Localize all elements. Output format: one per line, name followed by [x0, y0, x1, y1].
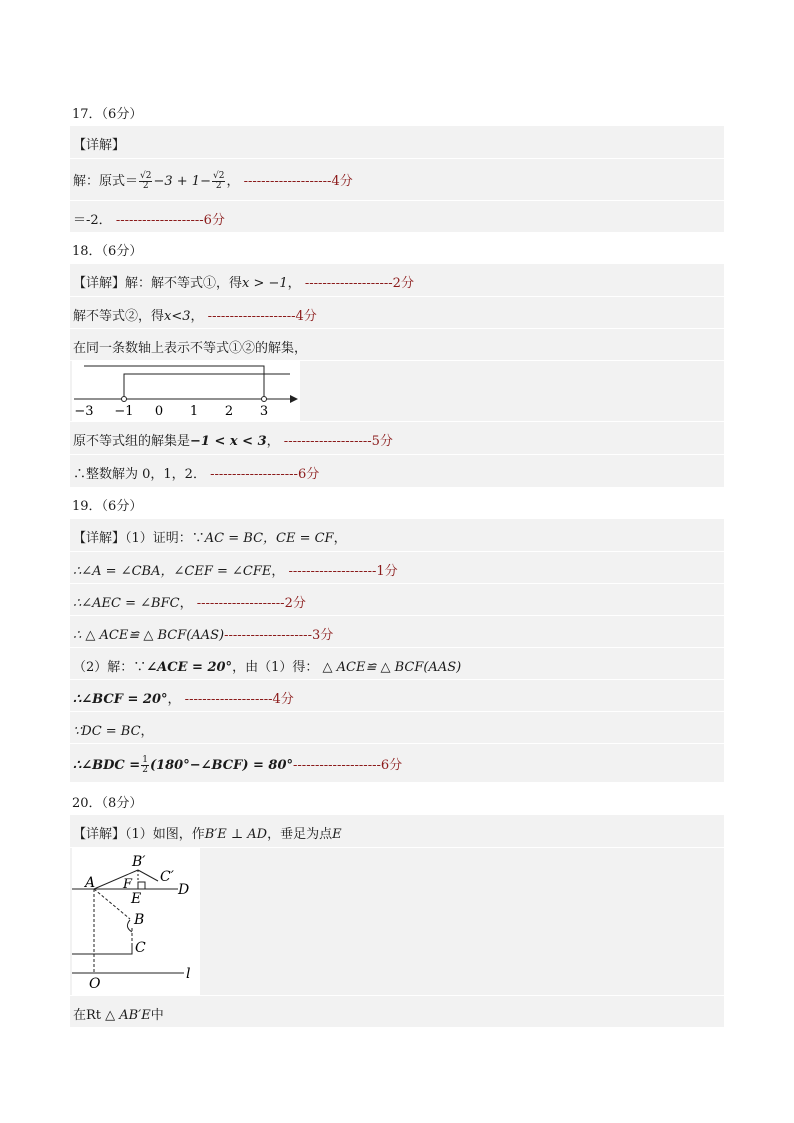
q19-line1: 【详解】（1）证明：∵AC = BC，CE = CF， [73, 531, 347, 546]
q20-line1: 【详解】（1）如图，作B′E ⊥ AD，垂足为点E [73, 827, 342, 842]
fraction: $\frac{√2}{2}$ [140, 171, 152, 191]
q18-line2: 解不等式②，得x<3， --------------------4分 [73, 309, 317, 324]
label-F: F [123, 877, 133, 892]
tick-label: 2 [224, 404, 234, 419]
label-C1: C′ [160, 869, 174, 885]
q18-solution-box [70, 264, 724, 487]
score-mark: --------------------4分 [207, 309, 317, 324]
axis-arrow-icon [290, 395, 298, 403]
score-mark: --------------------1分 [288, 564, 398, 579]
segment-AB [94, 889, 130, 919]
fraction: $\frac{√2}{2}$ [212, 171, 225, 191]
solution-bracket-1 [124, 374, 290, 396]
number-line-figure [72, 361, 300, 421]
label-B: B [134, 912, 145, 928]
score-mark: --------------------6分 [293, 758, 403, 773]
q19-line5: （2）解：∵∠ACE = 20°，由（1）得： △ ACE≌ △ BCF(AAS) [73, 660, 462, 675]
q17-header: 17．（6分） [72, 107, 143, 122]
geometry-figure [72, 848, 200, 995]
tick-label: 3 [259, 404, 269, 419]
q19-header: 19．（6分） [72, 499, 143, 514]
score-mark: --------------------4分 [184, 692, 294, 707]
q19-line3: ∴∠AEC = ∠BFC， --------------------2分 [73, 596, 306, 611]
solution-bracket-2 [84, 366, 264, 396]
fraction: $\frac{1}{2}$ [142, 755, 148, 775]
q20-solution-box [70, 815, 724, 1027]
q19-line8: ∴∠BDC = $\frac{1}{2}$ (180°−∠BCF) = 80°--------------------6分 [73, 755, 403, 775]
q20-last-line: 在Rt △ AB′E中 [73, 1008, 164, 1023]
q19-line6: ∴∠BCF = 20°， --------------------4分 [73, 692, 294, 707]
label-D: D [178, 882, 190, 898]
q19-solution-box [70, 519, 724, 782]
q18-line3: 在同一条数轴上表示不等式①②的解集， [73, 341, 308, 356]
label-A: A [85, 875, 96, 891]
q18-line5: ∴整数解为 0，1，2． --------------------6分 [73, 467, 320, 482]
open-point [122, 397, 127, 402]
q17-line2: ＝-2． --------------------6分 [73, 213, 225, 228]
q19-line2: ∴∠A = ∠CBA，∠CEF = ∠CFE， --------------------1分 [73, 564, 398, 579]
tick-label: 0 [154, 404, 164, 419]
q19-line4: ∴ △ ACE≌ △ BCF(AAS)--------------------3分 [73, 628, 334, 643]
score-mark: --------------------6分 [210, 467, 320, 482]
label-O: O [89, 976, 101, 992]
tick-label: −1 [114, 404, 134, 419]
label-C: C [135, 940, 146, 956]
q20-header: 20．（8分） [72, 796, 143, 811]
wall [72, 943, 132, 954]
label-l: l [186, 966, 191, 982]
q17-detail-label: 【详解】 [73, 138, 126, 153]
score-mark: --------------------4分 [243, 174, 353, 189]
segment-B1C1 [138, 870, 158, 881]
label-B1: B′ [132, 854, 146, 870]
score-mark: --------------------5分 [283, 434, 393, 449]
score-mark: --------------------2分 [304, 276, 414, 291]
q17-line1: 解：原式＝ $\frac{√2}{2}$ −3 + 1− $\frac{√2}{2}$ ， --------------------4分 [73, 171, 353, 191]
q18-header: 18．（6分） [72, 244, 143, 259]
q17-solution-box [70, 126, 724, 232]
label-E: E [131, 891, 142, 907]
arc-mark [127, 920, 132, 932]
right-angle-icon [138, 882, 145, 889]
q19-line7: ∵DC = BC， [73, 724, 154, 739]
tick-label: 1 [189, 404, 199, 419]
score-mark: --------------------6分 [115, 213, 225, 228]
open-point [262, 397, 267, 402]
score-mark: --------------------3分 [224, 628, 334, 643]
tick-label: −3 [74, 404, 94, 419]
score-mark: --------------------2分 [196, 596, 306, 611]
q18-line1: 【详解】解：解不等式①，得x > −1， --------------------2分 [73, 276, 414, 291]
q18-line4: 原不等式组的解集是−1 < x < 3， --------------------5分 [73, 434, 393, 449]
